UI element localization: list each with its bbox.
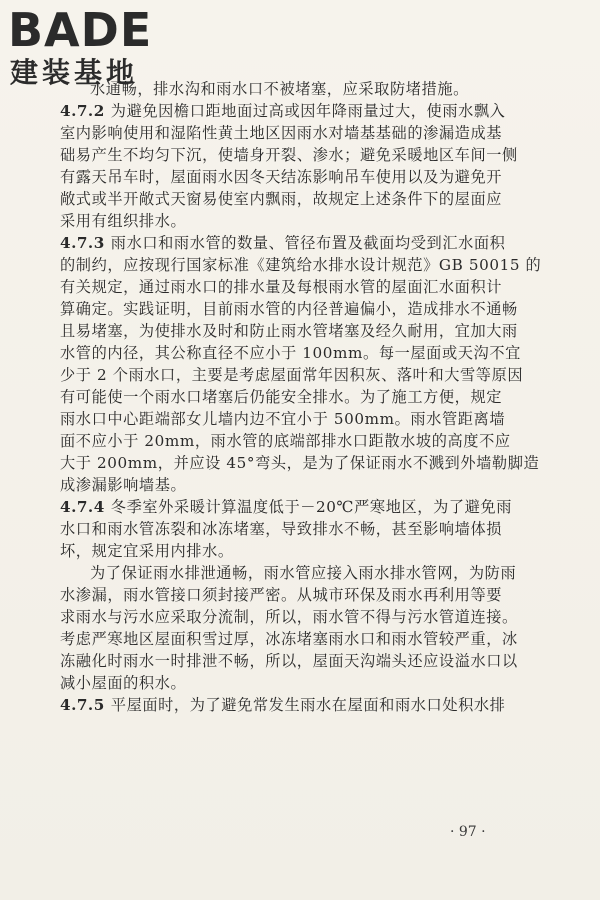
line-text: 水口和雨水管冻裂和冰冻堵塞，导致排水不畅，甚至影响墙体损 [60,520,503,538]
text-line [60,342,550,364]
text-line [60,606,550,628]
line-text: 有露天吊车时，屋面雨水因冬天结冻影响吊车使用以及为避免开 [60,168,503,186]
text-line [60,672,550,694]
line-text: 坏，规定宜采用内排水。 [60,542,234,560]
line-text: 大于 200mm，并应设 45°弯头，是为了保证雨水不溅到外墙勒脚造 [60,454,540,472]
line-text: 算确定。实践证明，目前雨水管的内径普遍偏小，造成排水不通畅 [60,300,518,318]
text-line [60,188,550,210]
text-line [60,408,550,430]
text-line [60,254,550,276]
line-text: 水通畅，排水沟和雨水口不被堵塞，应采取防堵措施。 [90,80,469,98]
section-number: 4.7.3 [60,234,105,252]
text-line [60,320,550,342]
text-line [60,496,550,518]
line-text: 雨水口和雨水管的数量、管径布置及截面均受到汇水面积 [110,234,506,252]
text-line [60,78,550,100]
text-line [60,430,550,452]
line-text: 敞式或半开敞式天窗易使室内飘雨，故规定上述条件下的屋面应 [60,190,503,208]
logo-latin-text: BADE [8,3,153,57]
text-line [60,584,550,606]
line-text: 室内影响使用和湿陷性黄土地区因雨水对墙基基础的渗漏造成基 [60,124,503,142]
line-text: 的制约，应按现行国家标准《建筑给水排水设计规范》GB 50015 的 [60,256,542,274]
text-line [60,540,550,562]
line-text: 有可能使一个雨水口堵塞后仍能安全排水。为了施工方便，规定 [60,388,503,406]
section-number: 4.7.4 [60,498,105,516]
line-text: 平屋面时，为了避免常发生雨水在屋面和雨水口处积水排 [110,696,506,714]
text-line [60,276,550,298]
text-line [60,364,550,386]
text-line [60,122,550,144]
text-line [60,100,550,122]
line-text: 面不应小于 20mm，雨水管的底端部排水口距散水坡的高度不应 [60,432,511,450]
text-line [60,562,550,584]
text-line [60,166,550,188]
line-text: 有关规定，通过雨水口的排水量及每根雨水管的屋面汇水面积计 [60,278,503,296]
text-line [60,386,550,408]
line-text: 少于 2 个雨水口，主要是考虑屋面常年因积灰、落叶和大雪等原因 [60,366,524,384]
text-line [60,452,550,474]
section-number: 4.7.5 [60,696,105,714]
text-line [60,232,550,254]
line-text: 为避免因檐口距地面过高或因年降雨量过大，使雨水飘入 [110,102,506,120]
text-line [60,694,550,716]
text-line [60,650,550,672]
line-text: 雨水口中心距端部女儿墙内边不宜小于 500mm。雨水管距离墙 [60,410,506,428]
line-text: 采用有组织排水。 [60,212,187,230]
text-line [60,628,550,650]
text-line [60,474,550,496]
line-text: 水渗漏，雨水管接口须封接严密。从城市环保及雨水再利用等要 [60,586,503,604]
text-line [60,144,550,166]
line-text: 为了保证雨水排泄通畅，雨水管应接入雨水排水管网，为防雨 [90,564,517,582]
text-line [60,518,550,540]
line-text: 考虑严寒地区屋面积雪过厚，冰冻堵塞雨水口和雨水管较严重，冰 [60,630,518,648]
line-text: 冻融化时雨水一时排泄不畅，所以，屋面天沟端头还应设溢水口以 [60,652,518,670]
logo-cjk-text: 建装基地 [10,56,139,89]
line-text: 求雨水与污水应采取分流制，所以，雨水管不得与污水管道连接。 [60,608,518,626]
section-number: 4.7.2 [60,102,105,120]
body-text [60,78,550,716]
line-text: 冬季室外采暖计算温度低于－20℃严寒地区，为了避免雨 [110,498,513,516]
line-text: 础易产生不均匀下沉，使墙身开裂、渗水；避免采暖地区车间一侧 [60,146,518,164]
line-text: 水管的内径，其公称直径不应小于 100mm。每一屋面或天沟不宜 [60,344,521,362]
line-text: 且易堵塞，为使排水及时和防止雨水管堵塞及经久耐用，宜加大雨 [60,322,518,340]
line-text: 成渗漏影响墙基。 [60,476,187,494]
text-line [60,298,550,320]
text-line [60,210,550,232]
page-number: · 97 · [450,824,486,840]
line-text: 减小屋面的积水。 [60,674,187,692]
